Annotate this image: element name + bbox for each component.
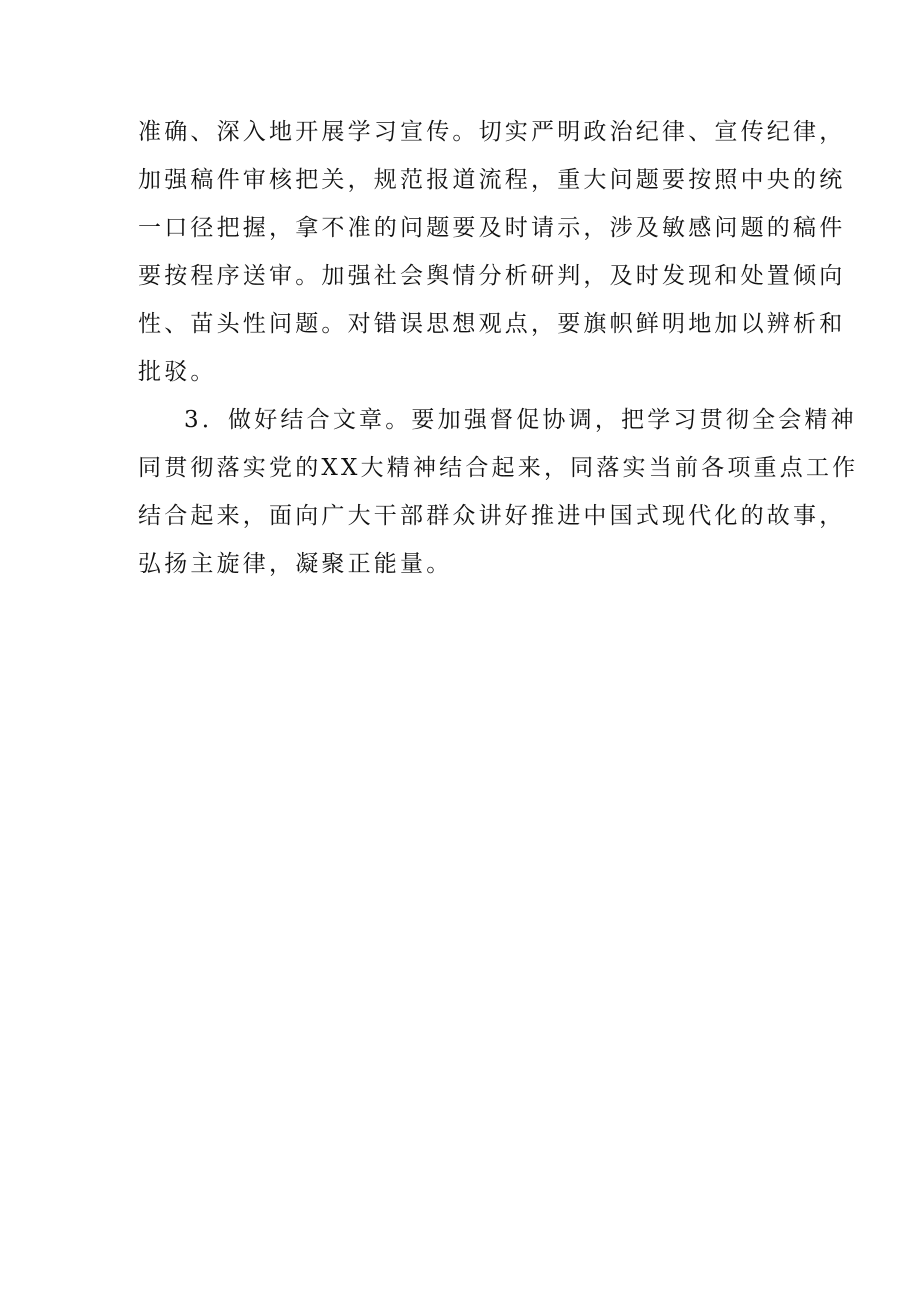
paragraph-1-line-3: 一口径把握，拿不准的问题要及时请示，涉及敏感问题的稿件 bbox=[138, 215, 846, 241]
document-body bbox=[138, 108, 859, 588]
paragraph-2-line-3: 结合起来，面向广大干部群众讲好推进中国式现代化的故事， bbox=[138, 503, 846, 529]
paragraph-1-line-5: 性、苗头性问题。对错误思想观点，要旗帜鲜明地加以辨析和 bbox=[138, 311, 846, 337]
paragraph-1-line-4: 要按程序送审。加强社会舆情分析研判，及时发现和处置倾向 bbox=[138, 263, 846, 289]
paragraph-1-line-1: 准确、深入地开展学习宣传。切实严明政治纪律、宣传纪律， bbox=[138, 119, 846, 145]
paragraph-2-line-4: 弘扬主旋律，凝聚正能量。 bbox=[138, 551, 453, 577]
paragraph-2-line-2: 同贯彻落实党的XX大精神结合起来，同落实当前各项重点工作 bbox=[138, 455, 859, 481]
paragraph-2-line-1: 3．做好结合文章。要加强督促协调，把学习贯彻全会精神 bbox=[184, 407, 857, 433]
paragraph-1-line-6: 批驳。 bbox=[138, 359, 217, 385]
paragraph-1-line-2: 加强稿件审核把关，规范报道流程，重大问题要按照中央的统 bbox=[138, 167, 846, 193]
